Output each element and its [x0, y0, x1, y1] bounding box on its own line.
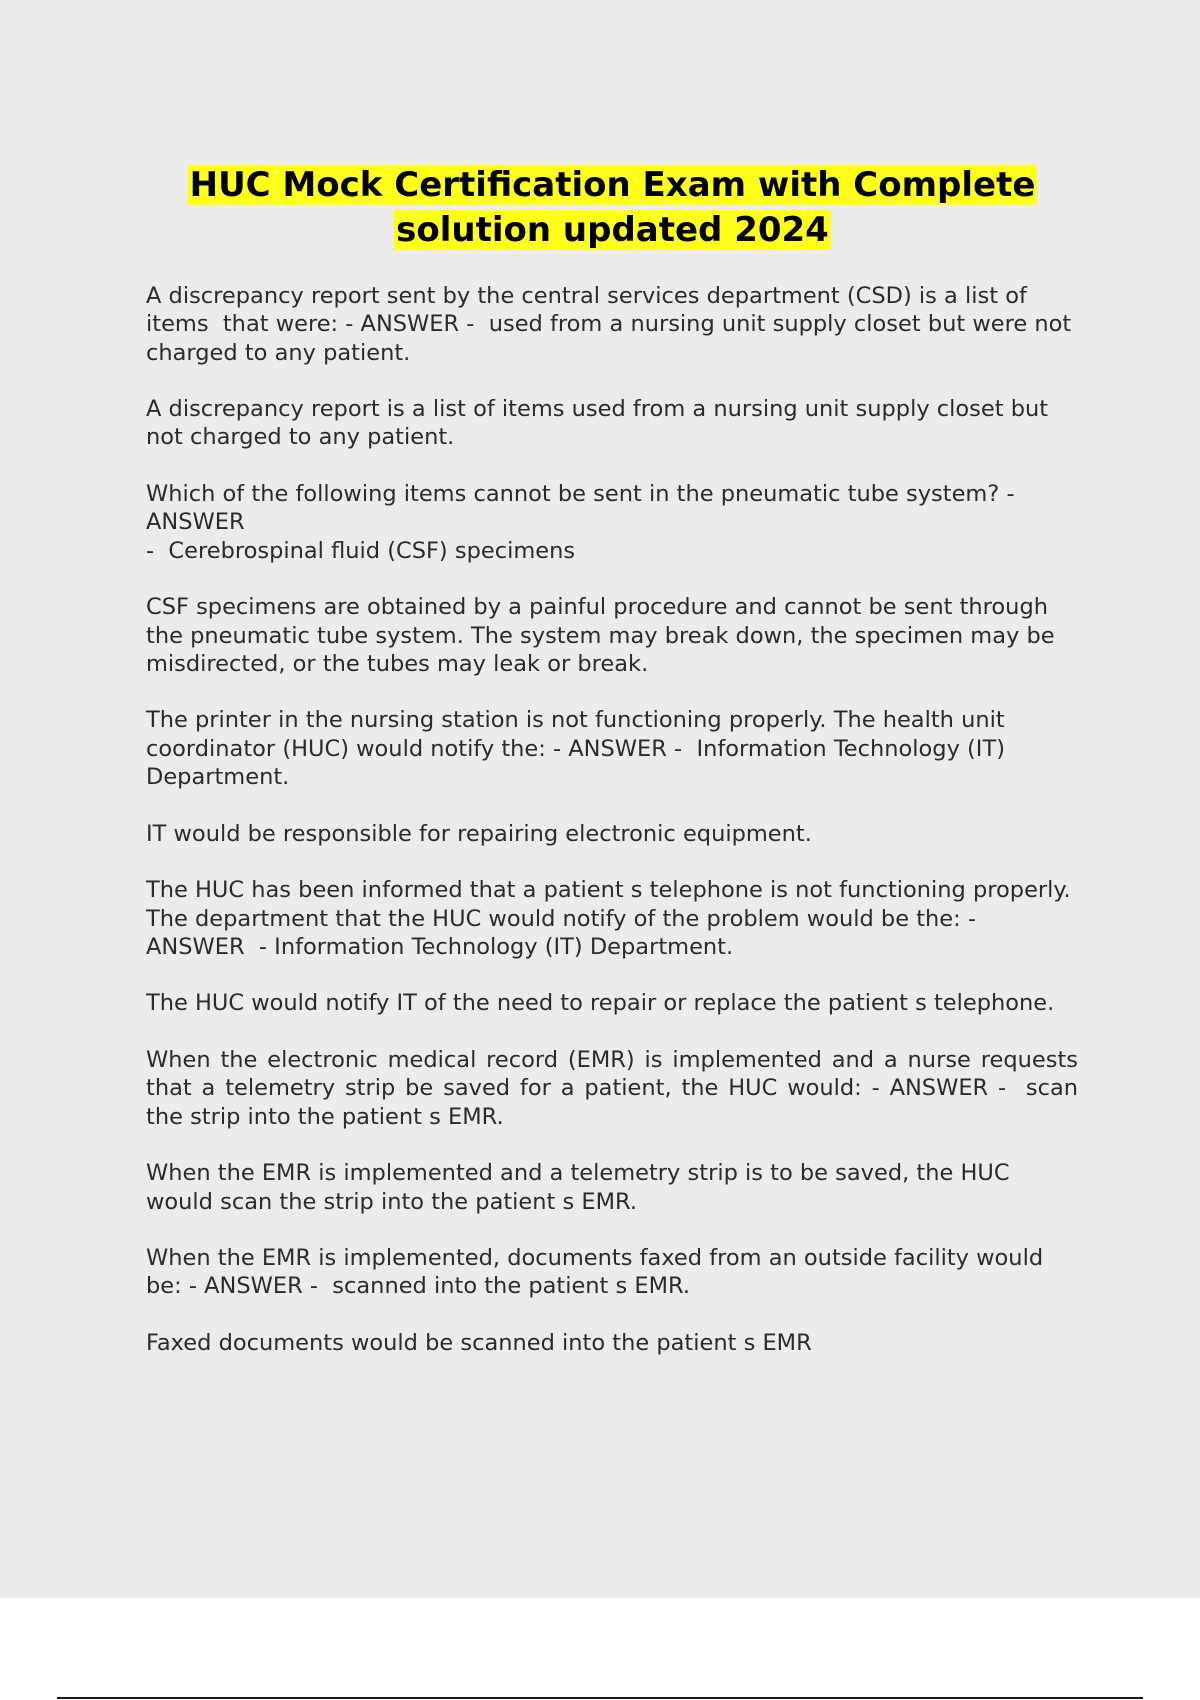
paragraph-csf-explanation: CSF specimens are obtained by a painful procedure and cannot be sent through the pneumatic tube system. The system may break down, the specimen may be misdirected, or the tubes may leak or break. [146, 594, 1062, 677]
paragraph-printer-question: The printer in the nursing station is not functioning properly. The health unit coordinator (HUC) would notify the: - ANSWER - Information Technology (IT) Department. [146, 707, 1013, 791]
paragraph-csd-discrepancy-question: A discrepancy report sent by the central services department (CSD) is a list of items that were: - ANSWER - used from a nursing unit supply closet but were not charged to any patient. [146, 283, 1079, 366]
document-body [146, 282, 1086, 1386]
paragraph-telemetry-explanation: When the EMR is implemented and a telemetry strip is to be saved, the HUC would scan the strip into the patient s EMR. [146, 1160, 1017, 1215]
paragraph-pneumatic-tube-question: Which of the following items cannot be sent in the pneumatic tube system? - ANSWER - Cerebrospinal fluid (CSF) specimens [146, 481, 1015, 564]
paragraph-telephone-explanation: The HUC would notify IT of the need to repair or replace the patient s telephone. [146, 990, 1055, 1017]
paragraph-it-explanation: IT would be responsible for repairing electronic equipment. [146, 820, 812, 847]
paragraph-telemetry-question: When the electronic medical record (EMR) is implemented and a nurse requests that a telemetry strip be saved for a patient, the HUC would: - ANSWER - scan the strip into the patient s EMR. [146, 1047, 1086, 1130]
paragraph-fax-explanation: Faxed documents would be scanned into the patient s EMR [146, 1329, 812, 1356]
paragraph-fax-question: When the EMR is implemented, documents faxed from an outside facility would be: - ANSWER - scanned into the patient s EMR. [146, 1245, 1051, 1300]
footer-divider [57, 1697, 1143, 1699]
title-line-2: solution updated 2024 [396, 210, 829, 250]
paragraph-discrepancy-explanation: A discrepancy report is a list of items used from a nursing unit supply closet but not charged to any patient. [146, 396, 1056, 451]
title-line-1: HUC Mock Certification Exam with Complete [189, 165, 1036, 205]
document-title [140, 163, 1085, 253]
paragraph-telephone-question: The HUC has been informed that a patient s telephone is not functioning properly. The department that the HUC would notify of the problem would be the: - ANSWER - Information Technology (IT) Department. [146, 877, 1078, 960]
